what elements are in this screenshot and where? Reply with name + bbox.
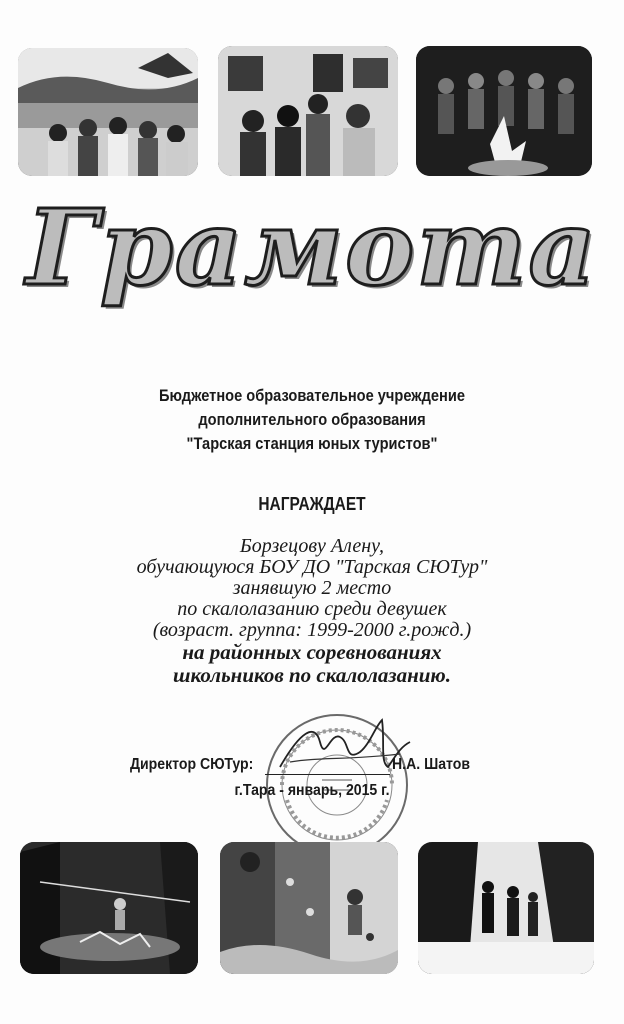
photo-group-museum (218, 46, 398, 176)
event-line: на районных соревнованиях (182, 640, 442, 664)
photo-campfire (416, 46, 592, 176)
photo-winter-hike (418, 842, 594, 974)
event-line: школьников по скалолазанию. (172, 663, 451, 687)
recipient-line: обучающуюся БОУ ДО "Тарская СЮТур" (136, 556, 488, 578)
organization-line: Бюджетное образовательное учреждение (158, 386, 465, 405)
recipient-line: по скалолазанию среди девушек (177, 598, 447, 620)
organization-name (44, 384, 581, 456)
signature-underline (265, 774, 390, 775)
recipient-line: (возраст. группа: 1999-2000 г.рожд.) (152, 619, 472, 641)
signer-name: Н.А. Шатов (392, 756, 471, 773)
signer-role: Директор СЮТур: (130, 756, 254, 773)
certificate-title: Грамота (26, 186, 598, 309)
organization-line: "Тарская станция юных туристов" (186, 434, 438, 453)
photo-climbing-wall (220, 842, 398, 974)
organization-line: дополнительного образования (198, 410, 426, 429)
recipient-line: Борзецову Алену, (239, 535, 385, 557)
place-date: г.Тара - январь, 2015 г. (234, 782, 390, 799)
photo-rope-crossing (20, 842, 198, 974)
award-text (0, 536, 624, 687)
recipient-line: занявшую 2 место (232, 577, 392, 599)
photo-group-lake (18, 48, 198, 176)
awards-heading: НАГРАЖДАЕТ (258, 494, 366, 514)
